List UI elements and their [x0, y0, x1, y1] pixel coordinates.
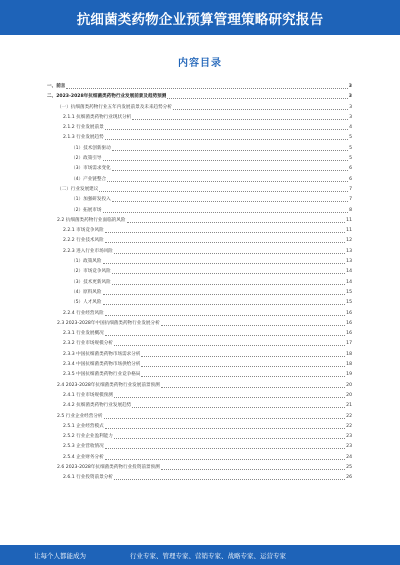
toc-dot-leader — [132, 113, 348, 120]
toc-entry-page: 26 — [346, 475, 352, 481]
toc-entry-page: 23 — [346, 444, 352, 450]
toc-entry-title: 2.3.5 中国抗细菌类药物行业竞争格局 — [63, 372, 141, 378]
toc-entry-title: （1）政策风险 — [71, 259, 102, 265]
toc-dot-leader — [114, 339, 345, 346]
toc-entry[interactable] — [47, 267, 352, 277]
toc-entry-page: 3 — [349, 104, 352, 110]
toc-entry[interactable] — [47, 236, 352, 246]
toc-dot-leader — [167, 92, 347, 99]
toc-dot-leader — [114, 432, 345, 439]
toc-dot-leader — [103, 206, 349, 213]
toc-entry-title: 2.4.1 行业市场规模预测 — [63, 392, 113, 398]
toc-entry-title: 2.6.1 行业投资前景分析 — [63, 475, 113, 481]
toc-entry[interactable] — [47, 226, 352, 236]
toc-entry-title: 2.2.1 市场竞争风险 — [63, 228, 104, 234]
top-banner — [0, 0, 400, 35]
toc-entry-page: 11 — [346, 228, 352, 234]
toc-dot-leader — [105, 226, 345, 233]
toc-entry-page: 6 — [349, 166, 352, 172]
toc-dot-leader — [112, 144, 348, 151]
toc-entry-page: 20 — [346, 392, 352, 398]
toc-entry[interactable] — [47, 247, 352, 257]
toc-entry-page: 6 — [349, 176, 352, 182]
table-of-contents — [47, 82, 352, 484]
toc-dot-leader — [105, 236, 345, 243]
toc-entry-page: 15 — [346, 289, 352, 295]
toc-dot-leader — [104, 412, 346, 419]
toc-entry-page: 16 — [346, 320, 352, 326]
toc-entry-title: 二、2023-2028年抗细菌类药物行业发展前景及趋势预测 — [47, 94, 167, 100]
toc-entry-title: （一）抗细菌类药物行业五年内发展前景及未来趋势分析 — [57, 104, 172, 110]
toc-entry[interactable] — [47, 133, 352, 143]
footer-slogan-left: 让每个人都能成为 — [34, 551, 86, 560]
toc-entry[interactable] — [47, 175, 352, 185]
toc-entry[interactable] — [47, 412, 352, 422]
toc-entry-title: 2.1.1 抗细菌类药物行业现状分析 — [63, 114, 132, 120]
toc-entry-page: 3 — [348, 94, 352, 100]
toc-entry-page: 17 — [346, 341, 352, 347]
toc-entry-title: 2.3.1 行业发展概况 — [63, 331, 104, 337]
toc-dot-leader — [107, 175, 348, 182]
toc-dot-leader — [105, 422, 345, 429]
toc-dot-leader — [114, 391, 345, 398]
toc-entry-page: 16 — [346, 331, 352, 337]
toc-entry[interactable] — [47, 206, 352, 216]
toc-dot-leader — [173, 103, 348, 110]
toc-dot-leader — [103, 298, 346, 305]
toc-entry-title: 2.3.2 行业市场规模分析 — [63, 341, 113, 347]
toc-entry[interactable] — [47, 123, 352, 133]
toc-entry-title: 2.3.4 中国抗细菌类药物市场供给分析 — [63, 362, 141, 368]
toc-entry[interactable] — [47, 422, 352, 432]
toc-entry[interactable] — [47, 309, 352, 319]
toc-entry-page: 12 — [346, 238, 352, 244]
toc-dot-leader — [161, 319, 345, 326]
toc-entry-title: 2.2.4 行业经营风险 — [63, 310, 104, 316]
toc-entry-title: （3）技术更新风险 — [71, 279, 111, 285]
toc-entry[interactable] — [47, 319, 352, 329]
toc-entry-page: 25 — [346, 464, 352, 470]
toc-entry[interactable] — [47, 278, 352, 288]
toc-entry-title: 2.4 2023-2028年抗细菌类药物行业发展前景预测 — [57, 382, 160, 388]
toc-entry-title: 2.2.2 行业技术风险 — [63, 238, 104, 244]
toc-dot-leader — [105, 133, 348, 140]
toc-entry-page: 18 — [346, 351, 352, 357]
toc-dot-leader — [105, 123, 348, 130]
toc-entry-title: （2）拓展市场 — [71, 207, 102, 213]
toc-entry-page: 4 — [349, 125, 352, 131]
toc-entry-title: （2）市场竞争风险 — [71, 269, 111, 275]
toc-entry-title: 一、前言 — [47, 84, 66, 89]
toc-dot-leader — [105, 442, 345, 449]
toc-entry[interactable] — [47, 463, 352, 473]
toc-entry-title: 2.5.1 企业经营模式 — [63, 423, 104, 429]
toc-entry-title: 2.3.3 中国抗细菌类药物市场需求分析 — [63, 351, 141, 357]
toc-entry[interactable] — [47, 164, 352, 174]
toc-dot-leader — [103, 154, 349, 161]
toc-entry-title: （3）市场需求变化 — [71, 166, 111, 172]
toc-entry-title: （2）政策引导 — [71, 156, 102, 162]
footer-slogan-right: 行业专家、管理专家、营销专家、战略专家、运营专家 — [130, 551, 286, 560]
toc-entry[interactable] — [47, 216, 352, 226]
report-title: 抗细菌类药物企业预算管理策略研究报告 — [76, 11, 324, 28]
bottom-banner — [0, 545, 400, 565]
toc-dot-leader — [114, 473, 345, 480]
toc-entry-page: 5 — [349, 145, 352, 151]
toc-entry-page: 18 — [346, 362, 352, 368]
toc-dot-leader — [112, 195, 348, 202]
toc-entry-page: 7 — [349, 186, 352, 192]
toc-dot-leader — [105, 453, 345, 460]
toc-entry-title: （1）技术创新驱动 — [71, 145, 111, 151]
toc-entry-title: 2.1.3 行业发展趋势 — [63, 135, 104, 141]
toc-entry[interactable] — [47, 473, 352, 483]
toc-entry[interactable] — [47, 339, 352, 349]
toc-entry-page: 19 — [346, 372, 352, 378]
toc-dot-leader — [112, 267, 345, 274]
toc-entry[interactable] — [47, 360, 352, 370]
toc-entry[interactable] — [47, 144, 352, 154]
toc-dot-leader — [141, 370, 345, 377]
toc-entry-title: （4）原料风险 — [71, 289, 102, 295]
toc-dot-leader — [66, 82, 347, 89]
toc-entry-title: 2.4.2 抗细菌类药物行业发展趋势 — [63, 403, 132, 409]
toc-entry-page: 11 — [346, 217, 352, 223]
toc-entry-title: 2.3 2023-2028年中国抗细菌类药物行业发展分析 — [57, 320, 160, 326]
toc-entry[interactable] — [47, 370, 352, 380]
toc-entry-title: 2.5.3 企业营收情况 — [63, 444, 104, 450]
toc-entry[interactable] — [47, 103, 352, 113]
toc-entry[interactable] — [47, 381, 352, 391]
toc-entry[interactable] — [47, 92, 352, 102]
toc-entry-page: 21 — [346, 403, 352, 409]
toc-entry-page: 16 — [346, 310, 352, 316]
toc-entry-title: 2.5 行业企业经营分析 — [57, 413, 103, 419]
toc-entry-page: 20 — [346, 382, 352, 388]
toc-dot-leader — [161, 463, 345, 470]
toc-entry[interactable] — [47, 432, 352, 442]
toc-dot-leader — [105, 309, 345, 316]
toc-entry-page: 5 — [349, 135, 352, 141]
toc-entry[interactable] — [47, 329, 352, 339]
toc-dot-leader — [99, 185, 348, 192]
toc-entry[interactable] — [47, 401, 352, 411]
toc-entry-page: 3 — [349, 114, 352, 120]
toc-entry-title: 2.2 抗细菌类药物行业面临的风险 — [57, 217, 126, 223]
toc-dot-leader — [103, 257, 346, 264]
toc-entry-page: 7 — [349, 197, 352, 203]
toc-heading: 内容目录 — [178, 58, 222, 69]
toc-entry-title: 2.5.2 行业企业盈利能力 — [63, 434, 113, 440]
toc-entry-page: 13 — [346, 259, 352, 265]
toc-entry-page: 22 — [346, 413, 352, 419]
toc-entry-page: 15 — [346, 300, 352, 306]
toc-entry[interactable] — [47, 350, 352, 360]
toc-entry[interactable] — [47, 298, 352, 308]
toc-dot-leader — [114, 247, 345, 254]
toc-dot-leader — [105, 329, 345, 336]
toc-entry[interactable] — [47, 257, 352, 267]
toc-entry-title: 2.1.2 行业发展前景 — [63, 125, 104, 131]
toc-entry-page: 5 — [349, 156, 352, 162]
toc-entry-title: （二）行业发展建议 — [57, 186, 99, 192]
toc-entry[interactable] — [47, 453, 352, 463]
toc-entry[interactable] — [47, 113, 352, 123]
toc-entry-page: 3 — [348, 84, 352, 89]
toc-entry[interactable] — [47, 442, 352, 452]
toc-dot-leader — [112, 164, 348, 171]
toc-dot-leader — [132, 401, 345, 408]
toc-entry-title: （4）产业链整合 — [71, 176, 107, 182]
toc-entry-title: （1）加强研发投入 — [71, 197, 111, 203]
toc-dot-leader — [112, 278, 345, 285]
toc-entry-title: （5）人才风险 — [71, 300, 102, 306]
toc-entry[interactable] — [47, 154, 352, 164]
toc-entry-page: 14 — [346, 279, 352, 285]
toc-entry-title: 2.6 2023-2028年抗细菌类药物行业投资前景预测 — [57, 464, 160, 470]
toc-dot-leader — [161, 381, 345, 388]
toc-entry-title: 2.2.3 进入行业市场风险 — [63, 248, 113, 254]
toc-entry-page: 22 — [346, 423, 352, 429]
toc-entry-page: 14 — [346, 269, 352, 275]
toc-entry[interactable] — [47, 185, 352, 195]
toc-dot-leader — [103, 288, 346, 295]
toc-entry[interactable] — [47, 82, 352, 92]
toc-dot-leader — [127, 216, 346, 223]
toc-entry[interactable] — [47, 288, 352, 298]
toc-dot-leader — [141, 360, 345, 367]
toc-entry-page: 23 — [346, 434, 352, 440]
toc-dot-leader — [141, 350, 345, 357]
toc-entry-page: 24 — [346, 454, 352, 460]
toc-entry[interactable] — [47, 391, 352, 401]
toc-entry-title: 2.5.4 企业财务分析 — [63, 454, 104, 460]
toc-entry-page: 13 — [346, 248, 352, 254]
toc-entry[interactable] — [47, 195, 352, 205]
toc-entry-page: 8 — [349, 207, 352, 213]
